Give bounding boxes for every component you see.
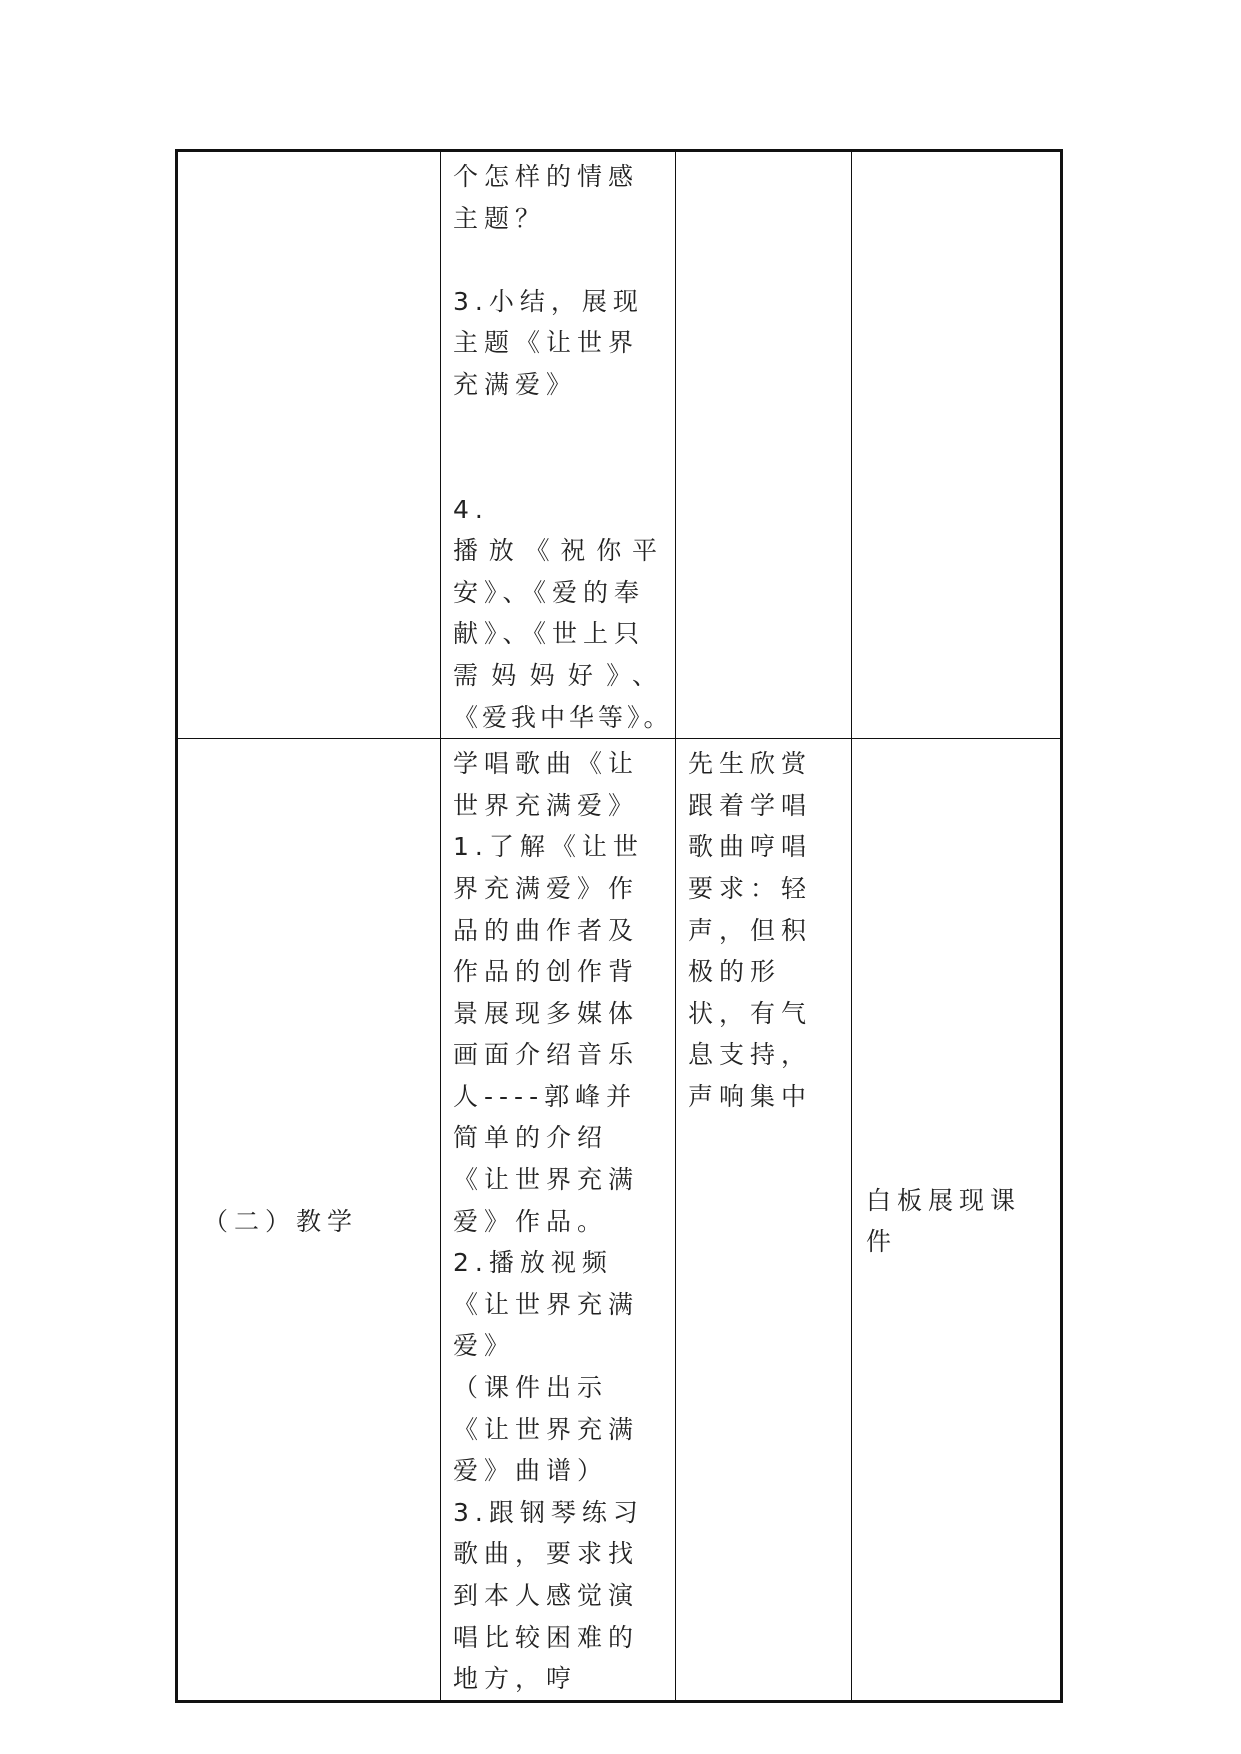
- cell-paragraph: 个怎样的情感主题？: [453, 162, 640, 233]
- table-cell-stage: （二）教学: [177, 739, 441, 1702]
- cell-line: 需妈妈好》、: [453, 660, 663, 690]
- table-cell-teacher-activity: [441, 151, 676, 739]
- cell-paragraph: （课件出示《让世界充满爱》曲谱）: [453, 1373, 640, 1486]
- cell-paragraph: 1.了解《让世界充满爱》作品的曲作者及作品的创作背景展现多媒体画面介绍音乐人----郭峰并简单的介绍《让世界充满爱》作品。: [453, 832, 644, 1236]
- cell-paragraph: 学唱歌曲《让世界充满爱》: [453, 749, 640, 820]
- table-cell-student-activity: [676, 151, 852, 739]
- table-cell-teacher-activity: [441, 739, 676, 1702]
- cell-line: 播放《祝你平: [453, 536, 663, 566]
- cell-paragraph: 3.跟钢琴练习歌曲，要求找到本人感觉演唱比较困难的地方，哼: [453, 1497, 644, 1694]
- table-cell-stage: [177, 151, 441, 739]
- table-row: [177, 151, 1062, 739]
- cell-line: 献》、《世上只: [453, 619, 646, 649]
- table-cell-media: [852, 151, 1062, 739]
- table-cell-student-activity: 先生欣赏跟着学唱歌曲哼唱要求：轻声，但积极的形状，有气息支持，声响集中: [676, 739, 852, 1702]
- cell-line: 《爱我中华等》。: [453, 702, 673, 732]
- table-row: [177, 739, 1062, 1702]
- cell-paragraph: 2.播放视频《让世界充满爱》: [453, 1248, 640, 1361]
- cell-paragraph-number: 4.: [453, 494, 489, 524]
- table-cell-media: 白板展现课件: [852, 739, 1062, 1702]
- cell-paragraph: 3.小结，展现主题《让世界充满爱》: [453, 286, 644, 399]
- lesson-plan-table: [175, 149, 1063, 1703]
- cell-line: 安》、《爱的奉: [453, 577, 646, 607]
